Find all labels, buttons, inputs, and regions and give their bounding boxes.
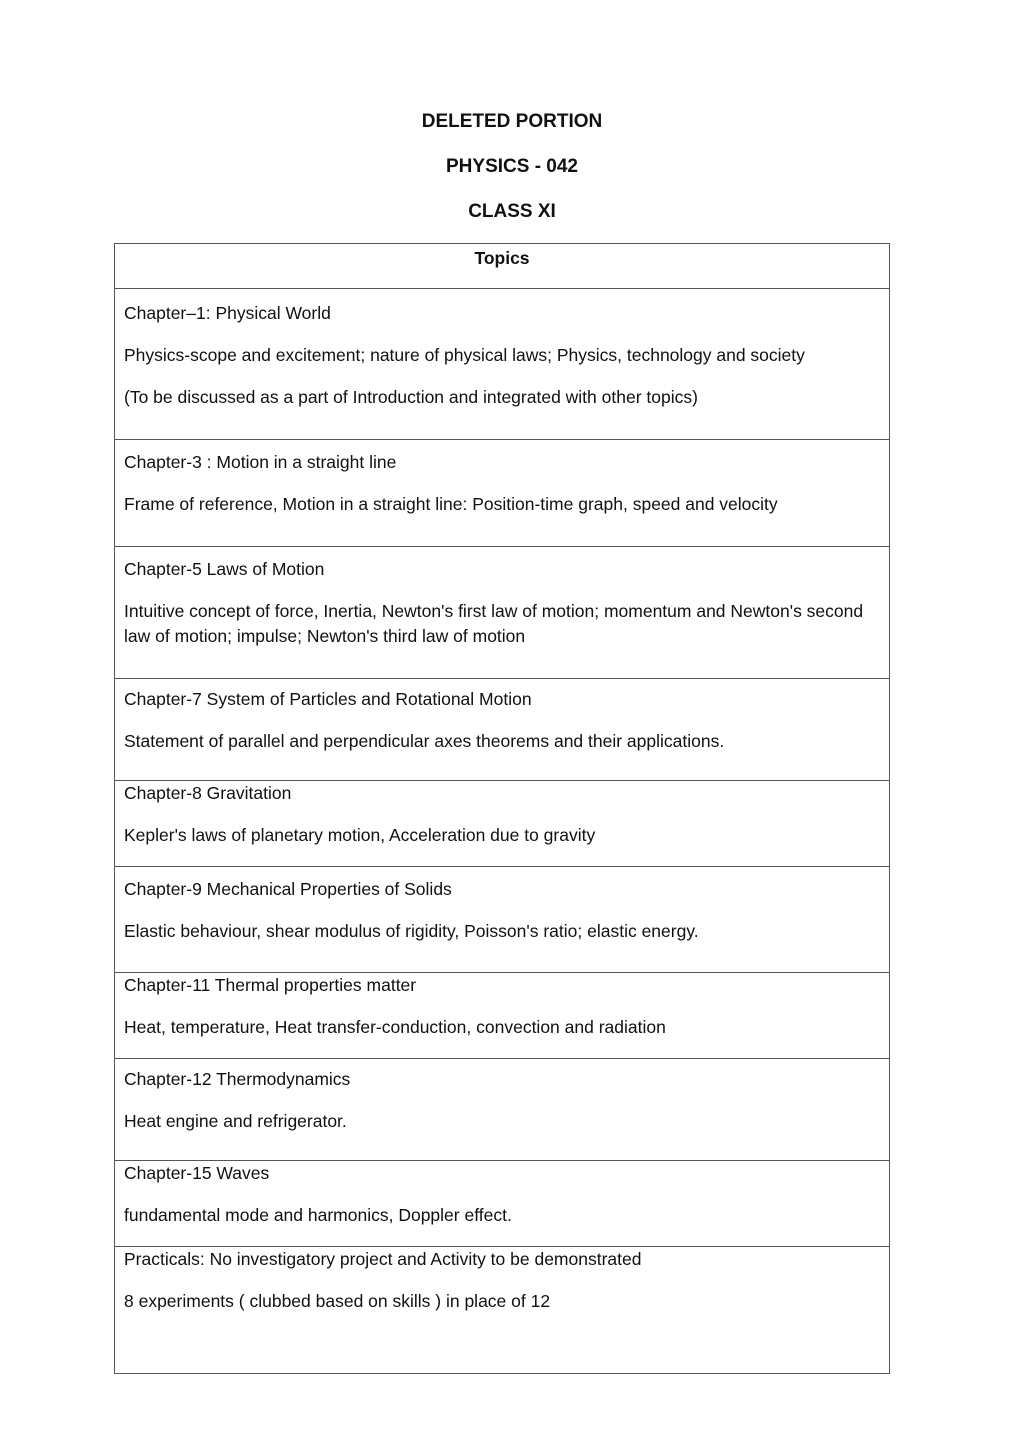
table-cell [115, 1161, 890, 1247]
practicals-description: 8 experiments ( clubbed based on skills ) in place of 12 [124, 1291, 551, 1311]
chapter-title: Chapter-3 : Motion in a straight line [124, 452, 397, 472]
table-row [115, 867, 890, 973]
chapter-description: Frame of reference, Motion in a straight line: Position-time graph, speed and velocity [124, 494, 778, 514]
chapter-title: Chapter-9 Mechanical Properties of Solids [124, 879, 452, 899]
chapter-title: Chapter-12 Thermodynamics [124, 1069, 351, 1089]
chapter-description: Statement of parallel and perpendicular axes theorems and their applications. [124, 731, 725, 751]
chapter-title: Chapter-7 System of Particles and Rotational Motion [124, 689, 532, 709]
chapter-description: Heat engine and refrigerator. [124, 1111, 347, 1131]
table-cell [115, 289, 890, 440]
table-cell [115, 781, 890, 867]
subject-code: PHYSICS - 042 [446, 156, 578, 177]
table-header-row [115, 244, 890, 289]
table-row [115, 781, 890, 867]
class-label: CLASS XI [468, 201, 556, 222]
topics-table [114, 243, 890, 1374]
chapter-description: Kepler's laws of planetary motion, Acceleration due to gravity [124, 825, 596, 845]
table-cell [115, 973, 890, 1059]
chapter-title: Chapter-5 Laws of Motion [124, 559, 325, 579]
chapter-description: Heat, temperature, Heat transfer-conduction, convection and radiation [124, 1017, 666, 1037]
table-cell [115, 867, 890, 973]
chapter-description: fundamental mode and harmonics, Doppler effect. [124, 1205, 512, 1225]
table-row [115, 973, 890, 1059]
chapter-title: Chapter-11 Thermal properties matter [124, 975, 417, 995]
topics-column-header: Topics [115, 244, 890, 289]
table-cell [115, 547, 890, 679]
table-row [115, 1161, 890, 1247]
table-cell [115, 440, 890, 547]
chapter-title: Chapter-8 Gravitation [124, 783, 292, 803]
table-cell [115, 1247, 890, 1374]
table-row [115, 1059, 890, 1161]
table-cell [115, 679, 890, 781]
table-row [115, 440, 890, 547]
practicals-title: Practicals: No investigatory project and Activity to be demonstrated [124, 1249, 642, 1269]
table-cell [115, 1059, 890, 1161]
chapter-description: Elastic behaviour, shear modulus of rigidity, Poisson's ratio; elastic energy. [124, 921, 699, 941]
chapter-description: Intuitive concept of force, Inertia, Newton's first law of motion; momentum and Newton's second law of motion; impulse; Newton's third law of motion [124, 601, 864, 646]
table-row [115, 289, 890, 440]
chapter-title: Chapter–1: Physical World [124, 303, 331, 323]
table-row [115, 547, 890, 679]
document-title: DELETED PORTION [421, 111, 603, 132]
chapter-note: (To be discussed as a part of Introduction and integrated with other topics) [124, 387, 698, 407]
chapter-description: Physics-scope and excitement; nature of physical laws; Physics, technology and society [124, 345, 805, 365]
chapter-title: Chapter-15 Waves [124, 1163, 270, 1183]
table-row [115, 679, 890, 781]
table-row [115, 1247, 890, 1374]
